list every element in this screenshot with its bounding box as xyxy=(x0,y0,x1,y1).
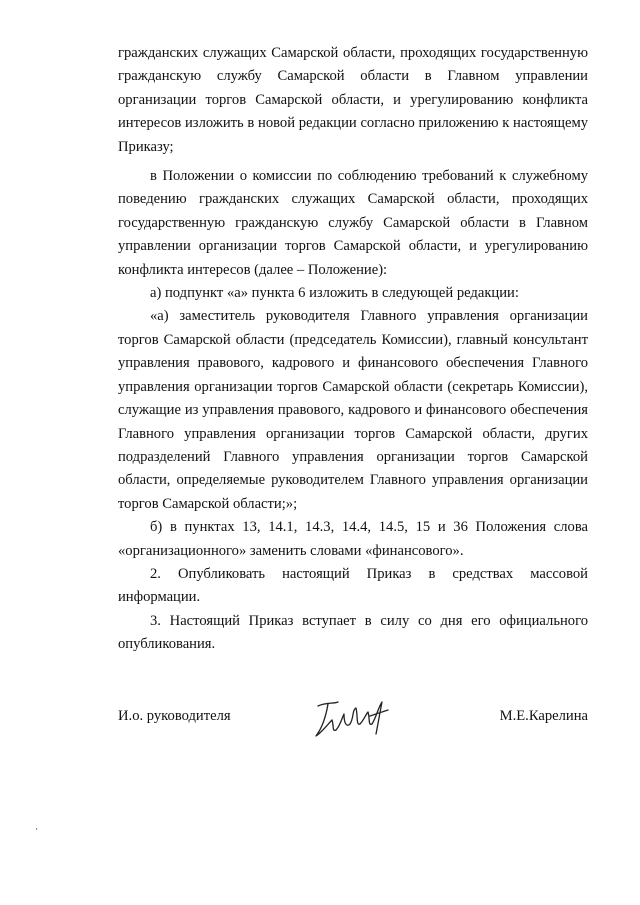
handwritten-signature xyxy=(312,694,392,744)
paragraph-item-2: 2. Опубликовать настоящий Приказ в средствах массовой информации. xyxy=(118,565,588,606)
signatory-position: И.о. руководителя xyxy=(118,708,231,724)
scan-speck xyxy=(36,828,37,830)
paragraph-item-3: 3. Настоящий Приказ вступает в силу со дня его официального опубликования. xyxy=(118,612,588,653)
paragraph-subitem-b: б) в пунктах 13, 14.1, 14.3, 14.4, 14.5, 15 и 36 Положения слова «организационного» заменить словами «финансового». xyxy=(118,519,588,559)
paragraph-regulation: в Положении о комиссии по соблюдению требований к служебному поведению гражданских служащих Самарской области, проходящих государственную гражданскую службу Самарской области в Главном управлении организации торгов Самарской области, и урегулированию конфликта интересов (далее – Положение): xyxy=(118,168,588,278)
document-body xyxy=(118,42,588,657)
paragraph-subitem-a-text: «а) заместитель руководителя Главного управления организации торгов Самарской области (председатель Комиссии), главный консультант управления правового, кадрового и финансового обеспечения Главного управления организации торгов Самарской области (секретарь Комиссии), служащие из управления правового, кадрового и финансового обеспечения Главного управления организации торгов Самарской области, других подразделений Главного управления организации торгов Самарской области, определяемые руководителем Главного управления организации торгов Самарской области;»; xyxy=(118,308,588,512)
signatory-name: М.Е.Карелина xyxy=(499,708,588,724)
paragraph-continuation: гражданских служащих Самарской области, проходящих государственную гражданскую службу Самарской области в Главном управлении организации торгов Самарской области, и урегулированию конфликта интересов изложить в новой редакции согласно приложению к настоящему Приказу; xyxy=(118,45,588,155)
paragraph-subitem-a-intro: а) подпункт «а» пункта 6 изложить в следующей редакции: xyxy=(150,285,519,302)
